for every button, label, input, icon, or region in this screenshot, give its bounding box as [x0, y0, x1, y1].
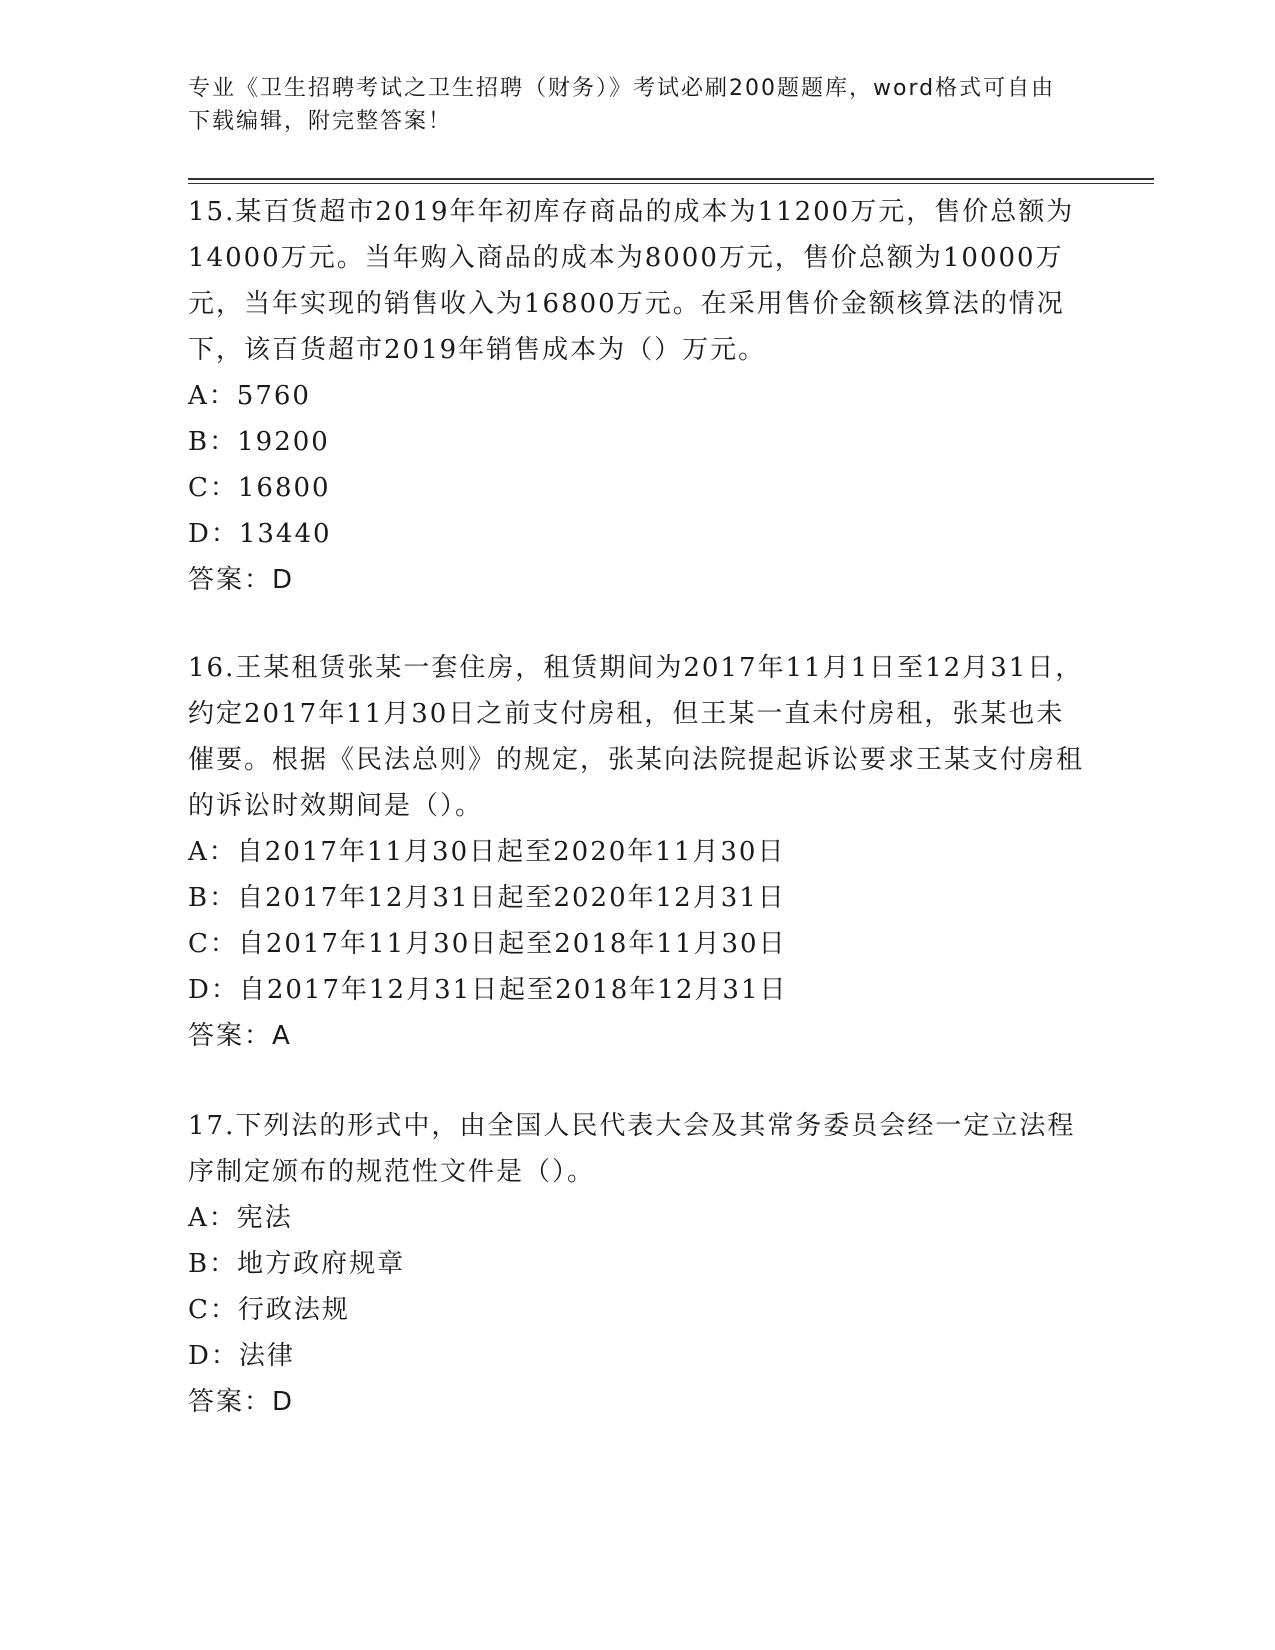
header-divider-thin	[188, 183, 1154, 184]
question-17	[188, 1103, 1088, 1425]
option-b: B：地方政府规章	[188, 1249, 406, 1279]
question-stem: 17.下列法的形式中，由全国人民代表大会及其常务委员会经一定立法程序制定颁布的规范性文件是（）。	[188, 1111, 1076, 1187]
option-d: D：法律	[188, 1341, 295, 1371]
answer-line: 答案：D	[188, 1387, 295, 1417]
option-c: C：16800	[188, 473, 331, 503]
question-stem: 15.某百货超市2019年年初库存商品的成本为11200万元，售价总额为14000万元。当年购入商品的成本为8000万元，售价总额为10000万元，当年实现的销售收入为16800万元。在采用售价金额核算法的情况下，该百货超市2019年销售成本为（）万元。	[188, 197, 1075, 365]
option-b: B：19200	[188, 427, 330, 457]
option-a: A：宪法	[188, 1203, 293, 1233]
option-c: C：自2017年11月30日起至2018年11月30日	[188, 929, 787, 959]
answer-line: 答案：A	[188, 1021, 292, 1051]
option-a: A：自2017年11月30日起至2020年11月30日	[188, 837, 786, 867]
header-divider-thick	[188, 178, 1154, 180]
option-b: B：自2017年12月31日起至2020年12月31日	[188, 883, 786, 913]
answer-line: 答案：D	[188, 565, 295, 595]
question-15	[188, 189, 1088, 603]
option-d: D：自2017年12月31日起至2018年12月31日	[188, 975, 788, 1005]
option-d: D：13440	[188, 519, 332, 549]
document-header: 专业《卫生招聘考试之卫生招聘（财务）》考试必刷200题题库，word格式可自由下载编辑，附完整答案！	[188, 76, 1056, 134]
option-a: A：5760	[188, 381, 311, 411]
question-stem: 16.王某租赁张某一套住房，租赁期间为2017年11月1日至12月31日，约定2017年11月30日之前支付房租，但王某一直未付房租，张某也未催要。根据《民法总则》的规定，张某向法院提起诉讼要求王某支付房租的诉讼时效期间是（）。	[188, 653, 1085, 821]
option-c: C：行政法规	[188, 1295, 350, 1325]
question-16	[188, 645, 1088, 1059]
